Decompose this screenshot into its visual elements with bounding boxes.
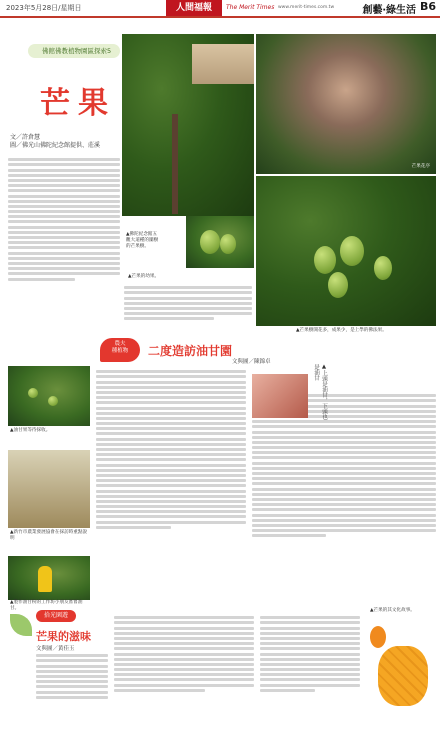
newspaper-logo: 人間福報 [166, 0, 222, 16]
issue-date: 2023年5月28日/星期日 [6, 4, 82, 12]
photo-caption: ▲油甘果等待採收。 [10, 428, 51, 433]
body-text-column [8, 156, 120, 332]
youkan-display-photo [8, 450, 90, 528]
page-header [0, 0, 440, 18]
tree-caption: ▲佛陀紀念館五 觀大道種的團樹 的芒果樹。 [126, 232, 159, 249]
mango-slice [378, 646, 428, 706]
mango-flower-photo [256, 34, 436, 174]
body-text-column [96, 368, 246, 608]
article-title: 芒果 [40, 86, 116, 121]
tree-trunk [172, 114, 178, 214]
mango-tree-photo [122, 34, 254, 216]
body-text-column [36, 652, 108, 732]
photo-caption: ▲芒果的其文化故事。 [370, 608, 415, 613]
body-text-column [260, 614, 360, 732]
child-figure [38, 566, 52, 592]
badge-line: 種植物 [111, 348, 129, 354]
photo-caption: ▲製作油甘粉的工作坊小朋友嘗嘗油甘。 [10, 600, 83, 611]
body-text-column [124, 284, 252, 336]
youkan-fruit-photo [8, 366, 90, 426]
article-byline [10, 134, 100, 150]
website-url: www.merit-times.com.tw [278, 5, 335, 10]
interview-photo [252, 374, 308, 418]
section-badge: 拾光園遊 [36, 610, 76, 622]
children-photo [8, 556, 90, 600]
byline-credit: 圖／佛光山佛陀紀念館提供、莊溪 [10, 142, 101, 149]
mango-fruit-photo [256, 176, 436, 326]
flower-caption: 芒果花序 [411, 164, 430, 169]
young-fruit-caption: ▲芒果的幼果。 [128, 274, 160, 279]
article-byline: 文與圖／陳錦卓 [232, 359, 271, 365]
leaf-icon [10, 614, 32, 636]
section-badge [100, 338, 140, 362]
mango-slice-photo [368, 622, 436, 730]
body-text-column [252, 392, 436, 612]
mango-half [370, 626, 386, 648]
vertical-caption: ▲上頭是油甘，下頭也是油甘 [313, 364, 327, 420]
article-title: 芒果的滋味 [36, 630, 91, 643]
article-title: 二度造訪油甘園 [148, 344, 233, 358]
building-image [192, 44, 254, 84]
newspaper-logo-en: The Merit Times [226, 4, 275, 11]
fruit-caption: ▲芒果樹開花多，成果少，是上學的佛法果。 [296, 328, 387, 333]
page-number: B6 [419, 0, 436, 13]
young-fruit-photo [186, 216, 254, 268]
series-label: 佛館佛教植物園區探索5 [28, 44, 120, 58]
body-text-column [114, 614, 254, 732]
article-byline: 文與圖／黃佳玉 [36, 646, 75, 652]
photo-caption: ▲新竹市農業發展協會在採訪時重點說明 [10, 530, 88, 541]
badge-line: 農夫 [114, 341, 126, 347]
byline-author: 文／許倉慧 [10, 134, 41, 141]
section-title: 創藝‧綠生活 [362, 5, 416, 16]
